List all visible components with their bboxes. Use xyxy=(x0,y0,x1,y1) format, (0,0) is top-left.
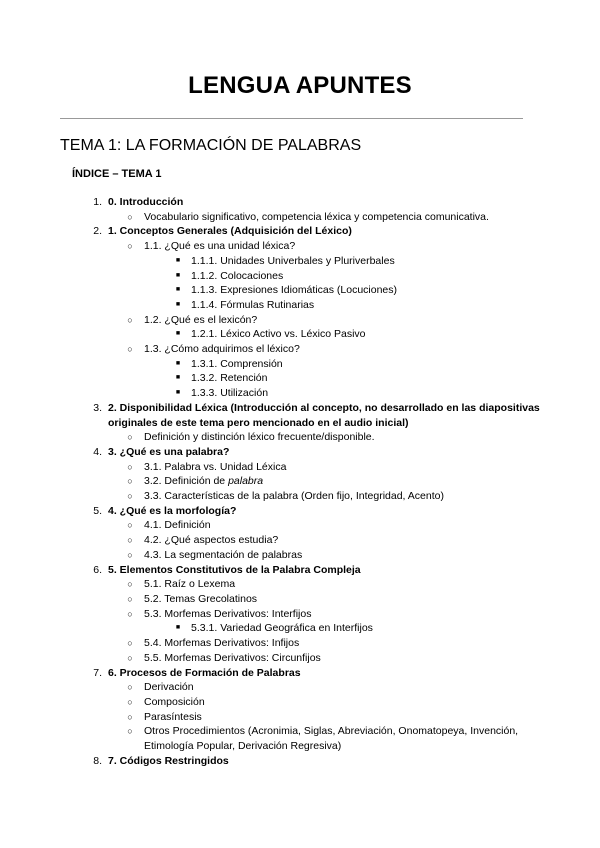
list-number: 5. xyxy=(93,504,102,517)
table-of-contents xyxy=(0,195,600,768)
toc-item-level-2 xyxy=(0,607,600,622)
toc-item-level-2 xyxy=(0,239,600,254)
toc-item-text: 4.2. ¿Qué aspectos estudia? xyxy=(144,534,279,547)
list-number: 2. xyxy=(93,225,102,238)
document-title: LENGUA APUNTES xyxy=(188,72,412,99)
toc-item-level-1 xyxy=(0,754,600,769)
toc-item-text: 5.3. Morfemas Derivativos: Interfijos xyxy=(144,607,312,620)
hollow-bullet-icon: ○ xyxy=(127,476,133,487)
toc-item-text: 5.5. Morfemas Derivativos: Circunfijos xyxy=(144,651,321,664)
toc-item-level-2 xyxy=(0,489,600,504)
toc-item-text: 3.1. Palabra vs. Unidad Léxica xyxy=(144,460,287,473)
toc-item-level-2 xyxy=(0,313,600,328)
toc-item-text: 1.3.3. Utilización xyxy=(191,387,269,400)
toc-item-text: 1.1.3. Expresiones Idiomáticas (Locuciones) xyxy=(191,284,398,297)
toc-item-text: 5. Elementos Constitutivos de la Palabra Compleja xyxy=(108,563,361,576)
hollow-bullet-icon: ○ xyxy=(127,682,133,693)
toc-item-text: 1.3. ¿Cómo adquirimos el léxico? xyxy=(144,343,300,356)
hollow-bullet-icon: ○ xyxy=(127,314,133,325)
section-title: TEMA 1: LA FORMACIÓN DE PALABRAS xyxy=(60,137,362,154)
toc-item-level-3 xyxy=(0,327,600,342)
hollow-bullet-icon: ○ xyxy=(127,535,133,546)
list-number: 4. xyxy=(93,445,102,458)
hollow-bullet-icon: ○ xyxy=(127,241,133,252)
square-bullet-icon: ■ xyxy=(175,271,181,279)
toc-item-level-2 xyxy=(0,342,600,357)
square-bullet-icon: ■ xyxy=(175,330,181,338)
toc-item-level-2 xyxy=(0,533,600,548)
toc-item-text: 5.1. Raíz o Lexema xyxy=(144,578,236,591)
toc-item-level-2 xyxy=(0,460,600,475)
list-number: 1. xyxy=(93,196,102,208)
toc-item-text: Parasíntesis xyxy=(144,710,202,723)
toc-item-text: 1.2. ¿Qué es el lexicón? xyxy=(144,313,258,326)
square-bullet-icon: ■ xyxy=(175,256,181,264)
square-bullet-icon: ■ xyxy=(175,300,181,308)
hollow-bullet-icon: ○ xyxy=(127,520,133,531)
hollow-bullet-icon: ○ xyxy=(127,461,133,472)
toc-item-text: Definición y distinción léxico frecuente/disponible. xyxy=(144,431,375,444)
toc-item-text: 1.1.2. Colocaciones xyxy=(191,269,284,282)
toc-item-text: 5.2. Temas Grecolatinos xyxy=(144,592,258,605)
toc-item-text: 3.2. Definición de palabra xyxy=(144,475,264,488)
toc-item-level-2 xyxy=(0,577,600,592)
hollow-bullet-icon: ○ xyxy=(127,211,133,222)
toc-item-level-3 xyxy=(0,269,600,284)
toc-item-level-1 xyxy=(0,224,600,239)
toc-item-level-2 xyxy=(0,474,600,489)
toc-item-text: 1.1. ¿Qué es una unidad léxica? xyxy=(144,240,296,253)
hollow-bullet-icon: ○ xyxy=(127,549,133,560)
toc-item-text: 4. ¿Qué es la morfología? xyxy=(108,504,237,517)
toc-item-level-2 xyxy=(0,710,600,725)
toc-item-level-2 xyxy=(0,210,600,225)
toc-item-text: 2. Disponibilidad Léxica (Introducción al concepto, no desarrollado en las diapositivas originales de este tema pero mencionado en el audio inicial) xyxy=(108,401,540,429)
toc-item-level-2 xyxy=(0,518,600,533)
toc-item-text: 3.3. Características de la palabra (Orden fijo, Integridad, Acento) xyxy=(144,490,444,503)
toc-item-level-1 xyxy=(0,445,600,460)
toc-item-level-3 xyxy=(0,357,600,372)
toc-item-text: 1.1.4. Fórmulas Rutinarias xyxy=(191,298,315,311)
list-number: 8. xyxy=(93,754,102,767)
toc-item-level-1 xyxy=(0,195,600,210)
toc-item-text: 1.3.1. Comprensión xyxy=(191,357,283,370)
toc-item-text: 6. Procesos de Formación de Palabras xyxy=(108,666,301,679)
toc-item-text: 4.1. Definición xyxy=(144,519,211,532)
toc-item-text: 0. Introducción xyxy=(108,196,184,208)
hollow-bullet-icon: ○ xyxy=(127,696,133,707)
square-bullet-icon: ■ xyxy=(175,624,181,632)
toc-item-text: Derivación xyxy=(144,681,194,694)
hollow-bullet-icon: ○ xyxy=(127,608,133,619)
toc-item-level-3 xyxy=(0,254,600,269)
toc-item-text: 1.2.1. Léxico Activo vs. Léxico Pasivo xyxy=(191,328,366,341)
hollow-bullet-icon: ○ xyxy=(127,579,133,590)
square-bullet-icon: ■ xyxy=(175,374,181,382)
toc-item-level-2 xyxy=(0,636,600,651)
toc-item-level-2 xyxy=(0,430,600,445)
hollow-bullet-icon: ○ xyxy=(127,638,133,649)
square-bullet-icon: ■ xyxy=(175,286,181,294)
hollow-bullet-icon: ○ xyxy=(127,344,133,355)
toc-item-italic: palabra xyxy=(228,475,264,488)
toc-item-level-2 xyxy=(0,724,600,753)
toc-item-text: 1. Conceptos Generales (Adquisición del Léxico) xyxy=(108,225,352,238)
toc-item-level-1 xyxy=(0,504,600,519)
toc-item-text: 5.3.1. Variedad Geográfica en Interfijos xyxy=(191,622,373,635)
toc-item-text: 7. Códigos Restringidos xyxy=(108,754,229,767)
toc-item-level-2 xyxy=(0,651,600,666)
hollow-bullet-icon: ○ xyxy=(127,593,133,604)
hollow-bullet-icon: ○ xyxy=(127,726,133,737)
toc-item-level-1 xyxy=(0,563,600,578)
toc-item-level-1 xyxy=(0,401,600,430)
toc-item-text: 1.1.1. Unidades Univerbales y Pluriverbales xyxy=(191,254,395,267)
toc-item-level-2 xyxy=(0,592,600,607)
toc-item-level-1 xyxy=(0,666,600,681)
square-bullet-icon: ■ xyxy=(175,359,181,367)
toc-item-text: Composición xyxy=(144,695,205,708)
toc-item-level-3 xyxy=(0,621,600,636)
toc-item-level-2 xyxy=(0,695,600,710)
toc-item-text: Otros Procedimientos (Acronimia, Siglas, Abreviación, Onomatopeya, Invención, Etimología Popular, Derivación Regresiva) xyxy=(144,725,519,753)
hollow-bullet-icon: ○ xyxy=(127,491,133,502)
list-number: 6. xyxy=(93,563,102,576)
hollow-bullet-icon: ○ xyxy=(127,711,133,722)
toc-item-text: Vocabulario significativo, competencia léxica y competencia comunicativa. xyxy=(144,210,489,223)
index-heading: ÍNDICE – TEMA 1 xyxy=(72,168,162,180)
list-number: 3. xyxy=(93,401,102,414)
toc-item-level-3 xyxy=(0,298,600,313)
hollow-bullet-icon: ○ xyxy=(127,652,133,663)
hollow-bullet-icon: ○ xyxy=(127,432,133,443)
toc-item-level-2 xyxy=(0,548,600,563)
toc-item-level-2 xyxy=(0,680,600,695)
toc-item-level-3 xyxy=(0,371,600,386)
title-divider xyxy=(60,118,523,119)
list-number: 7. xyxy=(93,666,102,679)
toc-item-level-3 xyxy=(0,283,600,298)
square-bullet-icon: ■ xyxy=(175,389,181,397)
toc-item-text: 4.3. La segmentación de palabras xyxy=(144,548,303,561)
toc-item-text: 5.4. Morfemas Derivativos: Infijos xyxy=(144,637,300,650)
toc-item-text: 1.3.2. Retención xyxy=(191,372,268,385)
toc-item-level-3 xyxy=(0,386,600,401)
toc-item-text: 3. ¿Qué es una palabra? xyxy=(108,445,230,458)
